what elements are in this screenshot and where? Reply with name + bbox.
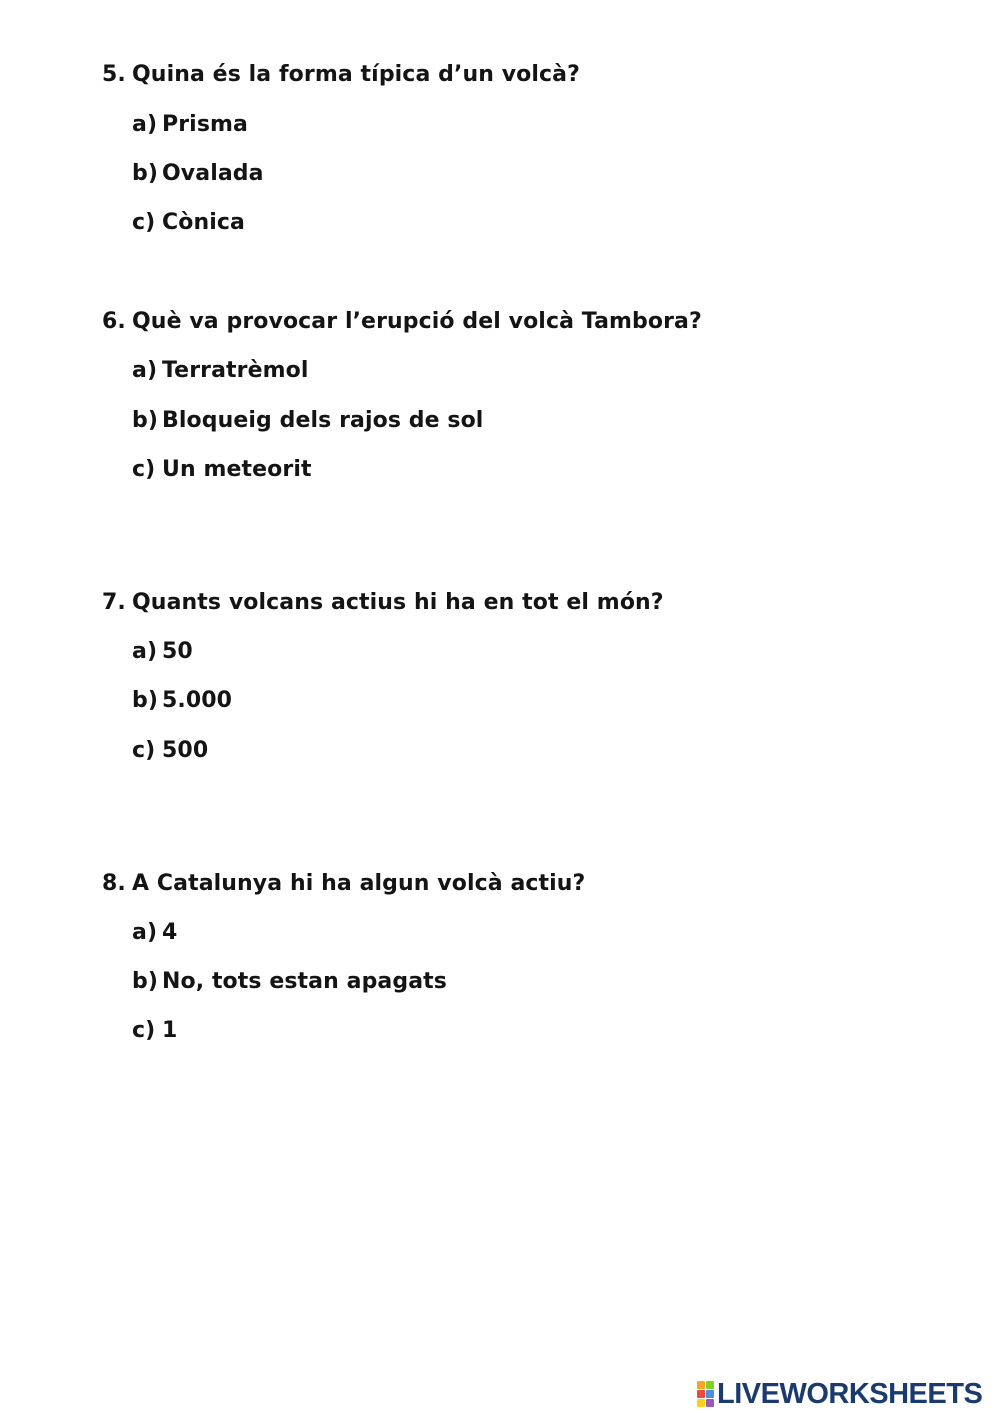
question-text: A Catalunya hi ha algun volcà actiu? bbox=[132, 871, 586, 896]
logo-tile bbox=[706, 1390, 714, 1398]
option-letter: a) bbox=[132, 639, 158, 664]
logo-tile bbox=[697, 1399, 705, 1407]
option-letter: c) bbox=[132, 210, 156, 235]
question-title bbox=[102, 590, 664, 615]
option-a[interactable] bbox=[132, 112, 248, 137]
option-letter: b) bbox=[132, 161, 159, 186]
question-number: 5. bbox=[102, 62, 126, 87]
option-text: Prisma bbox=[162, 112, 248, 137]
option-letter: c) bbox=[132, 1018, 156, 1043]
logo-tile bbox=[706, 1381, 714, 1389]
option-c[interactable] bbox=[132, 210, 245, 235]
option-text: 4 bbox=[162, 920, 178, 945]
question-number: 7. bbox=[102, 590, 126, 615]
liveworksheets-logo[interactable] bbox=[697, 1378, 982, 1410]
option-letter: c) bbox=[132, 738, 156, 763]
question-number: 8. bbox=[102, 871, 126, 896]
logo-tile bbox=[697, 1390, 705, 1398]
liveworksheets-logo-icon bbox=[697, 1381, 714, 1407]
question-title bbox=[102, 62, 580, 87]
option-letter: b) bbox=[132, 408, 159, 433]
option-text: 500 bbox=[162, 738, 209, 763]
question-text: Què va provocar l’erupció del volcà Tambora? bbox=[132, 309, 702, 334]
option-text: Cònica bbox=[162, 210, 245, 235]
option-letter: a) bbox=[132, 112, 158, 137]
option-text: 5.000 bbox=[162, 688, 233, 713]
question-title bbox=[102, 309, 702, 334]
question-number: 6. bbox=[102, 309, 126, 334]
question-title bbox=[102, 871, 585, 896]
option-b[interactable] bbox=[132, 688, 232, 713]
option-a[interactable] bbox=[132, 639, 193, 664]
option-letter: a) bbox=[132, 358, 158, 383]
option-b[interactable] bbox=[132, 408, 483, 433]
option-c[interactable] bbox=[132, 457, 312, 482]
option-c[interactable] bbox=[132, 738, 208, 763]
option-letter: b) bbox=[132, 688, 159, 713]
option-text: 50 bbox=[162, 639, 193, 664]
logo-text: LIVEWORKSHEETS bbox=[717, 1377, 983, 1410]
option-text: Un meteorit bbox=[162, 457, 312, 482]
option-letter: c) bbox=[132, 457, 156, 482]
option-a[interactable] bbox=[132, 920, 177, 945]
option-text: Bloqueig dels rajos de sol bbox=[162, 408, 484, 433]
option-letter: b) bbox=[132, 969, 159, 994]
question-text: Quants volcans actius hi ha en tot el món? bbox=[132, 590, 664, 615]
logo-tile bbox=[697, 1381, 705, 1389]
option-letter: a) bbox=[132, 920, 158, 945]
option-b[interactable] bbox=[132, 969, 447, 994]
option-text: Ovalada bbox=[162, 161, 264, 186]
question-text: Quina és la forma típica d’un volcà? bbox=[132, 62, 580, 87]
option-text: 1 bbox=[162, 1018, 178, 1043]
option-b[interactable] bbox=[132, 161, 264, 186]
option-text: No, tots estan apagats bbox=[162, 969, 447, 994]
option-a[interactable] bbox=[132, 358, 309, 383]
logo-tile bbox=[706, 1399, 714, 1407]
option-c[interactable] bbox=[132, 1018, 177, 1043]
option-text: Terratrèmol bbox=[162, 358, 309, 383]
